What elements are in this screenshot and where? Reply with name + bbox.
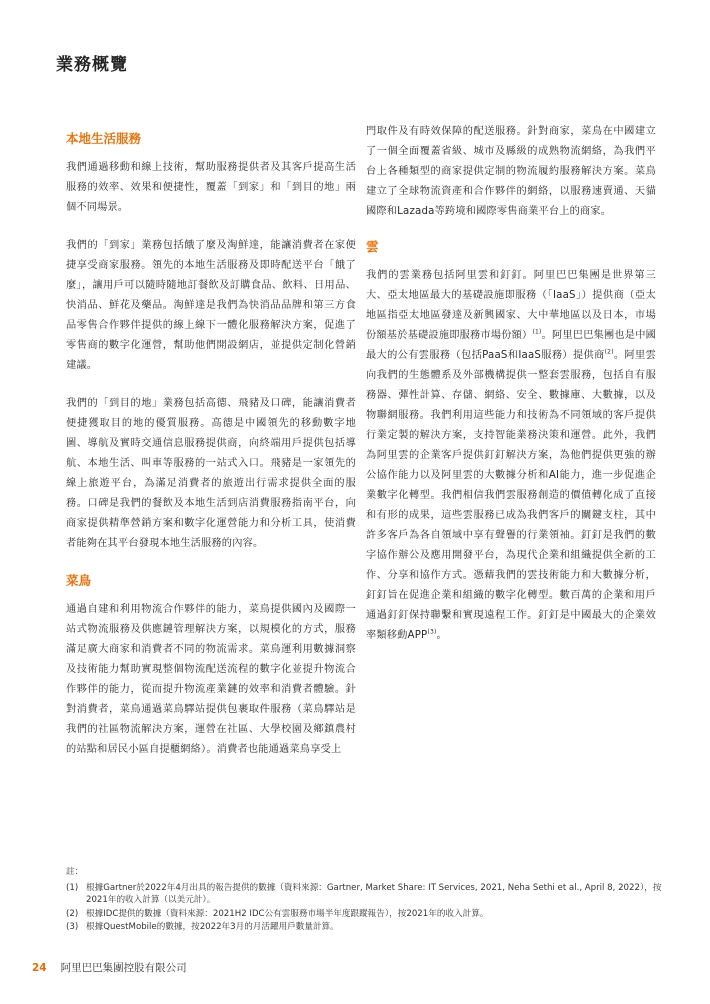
text-run: 我們的雲業務包括阿里雲和釘釘。阿里巴巴集團是世界第三大、亞太地區最大的基礎設施即服務（「IaaS」）提供商（亞太地區指亞太地區發達及新興國家、大中華地區以及日本，市場份額基於基礎設施即服務市場份額） (366, 270, 656, 341)
section-heading-local-services: 本地生活服務 (66, 131, 142, 146)
section-heading-cainiao: 菜鳥 (66, 573, 92, 588)
paragraph: 通過自建和利用物流合作夥伴的能力，菜鳥提供國內及國際一站式物流服務及供應鏈管理解決方案，以規模化的方式，服務滿足廣大商家和消費者不同的物流需求。菜鳥運利用數據洞察及技術能力幫助實現整個物流配送流程的數字化並提升物流合作夥伴的能力，從而提升物流產業鏈的效率和消費者體驗。針對消費者，菜鳥通過菜鳥驛站提供包裹取件服務（菜鳥驛站是我們的社區物流解決方案，運營在社區、大學校園及鄉鎮農村的站點和居民小區自提櫃網絡）。消費者也能通過菜鳥享受上 (66, 604, 356, 755)
footnote-text: 根據QuestMobile的數據，按2022年3月的月活躍用戶數量計算。 (86, 922, 339, 932)
page-footer (32, 960, 187, 975)
footnote-number: (3) (66, 922, 79, 932)
paragraph: 我們的「到目的地」業務包括高德、飛豬及口碑，能讓消費者便捷獲取目的地的優質服務。高德是中國領先的移動數字地圖、導航及實時交通信息服務提供商，向終端用戶提供包括導航、本地生活、叫車等服務的一站式入口。飛豬是一家領先的線上旅遊平台，為滿足消費者的旅遊出行需求提供全面的服務。口碑是我們的餐飲及本地生活到店消費服務指南平台，向商家提供精準營銷方案和數字化運營能力和分析工具，使消費者能夠在其平台發現本地生活服務的內容。 (66, 398, 356, 549)
footnote-ref-1: (1) (532, 328, 542, 336)
footnotes-label: 註： (66, 867, 84, 877)
text-run: 。阿里雲向我們的生態體系及外部機構提供一整套雲服務，包括自有服務器、彈性計算、存儲、網絡、安全、數據庫、大數據，以及物聯網服務。我們利用這些能力和技術為不同領域的客戶提供行業定製的解決方案，支持智能業務決策和運營。此外，我們為阿里雲的企業客戶提供釘釘解決方案，為他們提供更強的辦公協作能力以及阿里雲的大數據分析和AI能力，進一步促進企業數字化轉型。我們相信我們雲服務創造的價值轉化成了直接和有形的成果，這些雲服務已成為我們客戶的關鍵支柱，其中許多客戶為各自領域中享有聲譽的行業領袖。釘釘是我們的數字協作辦公及應用開發平台，為現代企業和組織提供全新的工作、分享和協作方式。憑藉我們的雲技術能力和大數據分析，釘釘旨在促進企業和組織的數字化轉型。數百萬的企業和用戶通過釘釘保持聯繫和實現遠程工作。釘釘是中國最大的企業效率類移動APP (366, 350, 656, 641)
paragraph: 我們通過移動和線上技術，幫助服務提供者及其客戶提高生活服務的效率、效果和便捷性，覆蓋「到家」和「到目的地」兩個不同場景。 (66, 162, 356, 213)
footnote (66, 882, 666, 907)
page-title: 業務概覽 (56, 55, 128, 75)
company-name: 阿里巴巴集團控股有限公司 (60, 962, 187, 974)
footnote-ref-3: (3) (427, 628, 437, 636)
text-run: 。阿里巴巴集團也是中國最大的公有雲服務（包括PaaS和IaaS服務）提供商 (366, 330, 656, 361)
footnote-text: 根據Gartner於2022年4月出具的報告提供的數據（資料來源：Gartner, Market Share: IT Services, 2021, Neha Sethi et al., April 8, 2022），按2021年的收入計算（以美元計）。 (86, 882, 662, 905)
footnote-text: 根據IDC提供的數據（資料來源：2021H2 IDC公有雲服務市場半年度跟蹤報告），按2021年的收入計算。 (86, 908, 489, 919)
paragraph-continuation: 門取件及有時效保障的配送服務。針對商家，菜鳥在中國建立了一個全面覆蓋省級、城市及縣級的成熟物流網絡，為我們平台上各種類型的商家提供定制的物流履約服務解決方案。菜鳥建立了全球物流資產和合作夥伴的網絡，以服務速賣通、天貓國際和Lazada等跨境和國際零售商業平台上的商家。 (366, 126, 656, 217)
right-column (366, 122, 656, 662)
page-number: 24 (32, 962, 47, 974)
footnote-ref-2: (2) (604, 348, 614, 356)
footnote-number: (1) (66, 882, 79, 893)
footnote-number: (2) (66, 908, 79, 919)
text-run: 。 (436, 630, 447, 641)
section-heading-cloud: 雲 (366, 239, 379, 254)
footnote (66, 908, 666, 921)
paragraph: 我們的「到家」業務包括餓了麼及淘鮮達，能讓消費者在家便捷享受商家服務。領先的本地生活服務及即時配送平台「餓了麼」，讓用戶可以隨時隨地訂餐飲及訂購食品、飲料、日用品、快消品、鮮花及藥品。淘鮮達是我們為快消品品牌和第三方食品零售合作夥伴提供的線上線下一體化服務解決方案，促進了零售商的數字化運營，幫助他們開設網店，並提供定制化營銷建議。 (66, 240, 356, 371)
footnote (66, 921, 666, 934)
footnotes (66, 866, 666, 935)
paragraph-cloud (366, 266, 656, 646)
left-column (66, 122, 356, 778)
